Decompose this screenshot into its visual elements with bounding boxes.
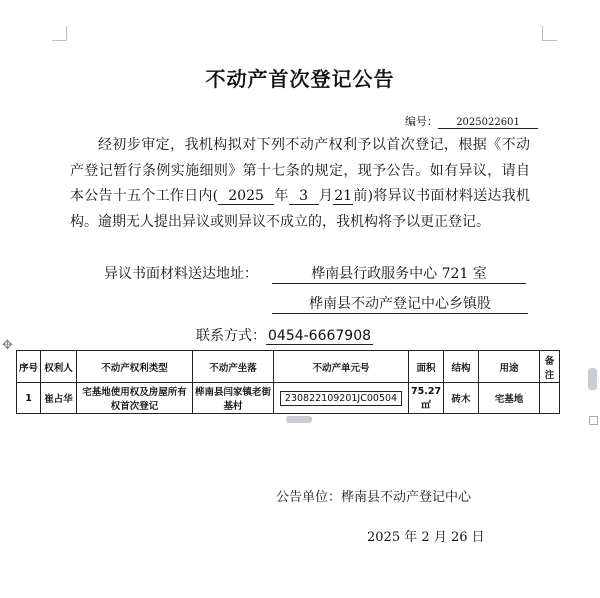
header-right-type: 不动产权利类型 <box>77 351 193 383</box>
date-month-suffix: 月 <box>433 530 447 545</box>
cell-area: 75.27㎡ <box>409 383 444 414</box>
cell-remark <box>540 383 560 414</box>
registration-table <box>16 350 560 414</box>
unit-number-box[interactable]: 230822109201JC00504 <box>280 391 402 406</box>
deadline-day: 21 <box>334 188 353 204</box>
paragraph-text-1: 经初步审定，我机构拟对下列不动产权利予以首次登记，根据《不动产登记暂行条例实施细则》第十七条的规定，现予公告。如有异议，请自本公告十五个工作日内( <box>70 137 530 204</box>
address-label: 异议书面材料送达地址： <box>104 266 258 282</box>
cell-right-type: 宅基地使用权及房屋所有权首次登记 <box>77 383 193 414</box>
table-resize-handle[interactable] <box>589 416 598 425</box>
date-year-suffix: 年 <box>404 530 418 545</box>
cell-holder: 崔占华 <box>41 383 77 414</box>
add-row-handle[interactable] <box>286 416 312 423</box>
contact-label: 联系方式： <box>196 328 266 344</box>
table-row <box>17 383 560 414</box>
page-corner-mark-top-right <box>542 26 557 41</box>
header-remark: 备注 <box>540 351 560 383</box>
header-seq: 序号 <box>17 351 41 383</box>
header-area: 面积 <box>409 351 444 383</box>
deadline-month: 3 <box>289 188 319 205</box>
address-line-2: 桦南县不动产登记中心乡镇股 <box>272 293 528 314</box>
header-structure: 结构 <box>444 351 479 383</box>
year-suffix: 年 <box>274 188 289 204</box>
signer-label: 公告单位： <box>276 490 342 505</box>
document-number-label: 编号： <box>405 115 438 128</box>
contact-phone: 0454-6667908 <box>268 328 372 344</box>
cell-location: 桦南县闫家镇老街基村 <box>193 383 274 414</box>
announcement-paragraph <box>70 133 530 235</box>
address-line-1: 桦南县行政服务中心 721 室 <box>272 263 526 284</box>
announcement-date <box>367 526 485 545</box>
signer <box>276 486 471 505</box>
table-header-row <box>17 351 560 383</box>
document-number <box>405 113 538 129</box>
header-holder: 权利人 <box>41 351 77 383</box>
signer-name: 桦南县不动产登记中心 <box>341 490 472 505</box>
page-title: 不动产首次登记公告 <box>205 67 395 91</box>
date-year: 2025 <box>367 530 401 545</box>
paragraph-text-2: 前)将异议书面材料送达我机构。逾期无人提出异议或则异议不成立的，我机构将予以更正登记。 <box>70 188 531 230</box>
cell-usage: 宅基地 <box>479 383 540 414</box>
page-corner-mark-top-left <box>52 26 67 41</box>
month-suffix: 月 <box>318 188 334 204</box>
add-column-handle[interactable] <box>588 368 597 390</box>
contact-info <box>196 325 373 345</box>
header-unit-no: 不动产单元号 <box>274 351 409 383</box>
table-move-handle-icon[interactable]: ✥ <box>2 338 13 353</box>
deadline-year: 2025 <box>218 188 274 205</box>
date-month: 2 <box>421 530 430 545</box>
header-location: 不动产坐落 <box>193 351 274 383</box>
cell-seq: 1 <box>17 383 41 414</box>
cell-structure: 砖木 <box>444 383 479 414</box>
date-day: 26 <box>450 530 468 545</box>
date-day-suffix: 日 <box>471 530 485 545</box>
header-usage: 用途 <box>479 351 540 383</box>
document-number-value: 2025022601 <box>438 117 538 129</box>
cell-unit-no <box>274 383 409 414</box>
